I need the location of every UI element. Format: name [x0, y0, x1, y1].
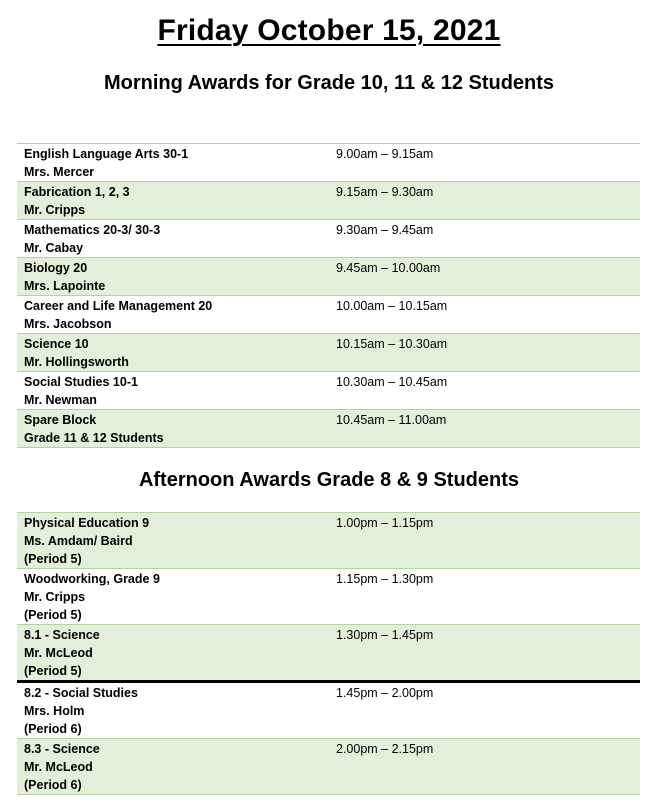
subject-cell	[17, 220, 329, 258]
time-slot: 9.00am – 9.15am	[329, 144, 640, 182]
subject-name: Spare Block	[24, 413, 97, 427]
subject-name: Physical Education 9	[24, 516, 150, 530]
teacher-name: Grade 11 & 12 Students	[24, 431, 164, 445]
subject-cell	[17, 144, 329, 182]
teacher-name: Mr. McLeod	[24, 760, 93, 774]
table-row	[17, 682, 640, 739]
table-row	[17, 334, 640, 372]
subject-cell	[17, 372, 329, 410]
table-row	[17, 144, 640, 182]
page-title: Friday October 15, 2021	[157, 14, 501, 47]
teacher-name: Mr. Cripps	[24, 590, 86, 604]
teacher-name: Mrs. Holm	[24, 704, 85, 718]
time-slot: 1.15pm – 1.30pm	[329, 569, 640, 625]
table-row	[17, 739, 640, 795]
morning-awards-heading: Morning Awards for Grade 10, 11 & 12 Students	[103, 72, 555, 94]
time-slot: 10.00am – 10.15am	[329, 296, 640, 334]
teacher-name: Mrs. Lapointe	[24, 279, 106, 293]
subject-cell	[17, 296, 329, 334]
subject-name: 8.1 - Science	[24, 628, 100, 642]
teacher-name: Mr. Cripps	[24, 203, 86, 217]
time-slot: 2.00pm – 2.15pm	[329, 739, 640, 795]
subject-cell	[17, 182, 329, 220]
time-slot: 1.45pm – 2.00pm	[329, 682, 640, 739]
subject-cell	[17, 569, 329, 625]
time-slot: 1.30pm – 1.45pm	[329, 625, 640, 682]
subject-name: 8.3 - Science	[24, 742, 100, 756]
teacher-name: Mrs. Mercer	[24, 165, 95, 179]
table-row	[17, 220, 640, 258]
subject-cell	[17, 258, 329, 296]
subject-cell	[17, 739, 329, 795]
subject-name: Biology 20	[24, 261, 88, 275]
time-slot: 10.45am – 11.00am	[329, 410, 640, 448]
time-slot: 10.15am – 10.30am	[329, 334, 640, 372]
teacher-name: Ms. Amdam/ Baird	[24, 534, 133, 548]
period-label: (Period 5)	[24, 608, 82, 622]
time-slot: 9.15am – 9.30am	[329, 182, 640, 220]
time-slot: 9.30am – 9.45am	[329, 220, 640, 258]
table-row	[17, 182, 640, 220]
time-slot: 1.00pm – 1.15pm	[329, 513, 640, 569]
teacher-name: Mrs. Jacobson	[24, 317, 112, 331]
afternoon-awards-heading: Afternoon Awards Grade 8 & 9 Students	[138, 469, 520, 491]
period-label: (Period 6)	[24, 778, 82, 792]
table-row	[17, 569, 640, 625]
afternoon-schedule-table	[17, 512, 640, 795]
table-row	[17, 625, 640, 682]
period-label: (Period 5)	[24, 552, 82, 566]
subject-cell	[17, 410, 329, 448]
subject-cell	[17, 334, 329, 372]
table-row	[17, 296, 640, 334]
subject-cell	[17, 682, 329, 739]
morning-schedule-table	[17, 143, 640, 448]
teacher-name: Mr. Newman	[24, 393, 97, 407]
subject-name: Mathematics 20-3/ 30-3	[24, 223, 161, 237]
table-row	[17, 410, 640, 448]
subject-name: Woodworking, Grade 9	[24, 572, 160, 586]
subject-name: Career and Life Management 20	[24, 299, 213, 313]
subject-name: English Language Arts 30-1	[24, 147, 189, 161]
subject-cell	[17, 625, 329, 682]
period-label: (Period 6)	[24, 722, 82, 736]
subject-cell	[17, 513, 329, 569]
period-label: (Period 5)	[24, 664, 82, 678]
teacher-name: Mr. Hollingsworth	[24, 355, 129, 369]
subject-name: Social Studies 10-1	[24, 375, 138, 389]
time-slot: 9.45am – 10.00am	[329, 258, 640, 296]
time-slot: 10.30am – 10.45am	[329, 372, 640, 410]
table-row	[17, 258, 640, 296]
teacher-name: Mr. McLeod	[24, 646, 93, 660]
table-row	[17, 513, 640, 569]
teacher-name: Mr. Cabay	[24, 241, 84, 255]
subject-name: 8.2 - Social Studies	[24, 686, 138, 700]
table-row	[17, 372, 640, 410]
subject-name: Science 10	[24, 337, 89, 351]
subject-name: Fabrication 1, 2, 3	[24, 185, 130, 199]
